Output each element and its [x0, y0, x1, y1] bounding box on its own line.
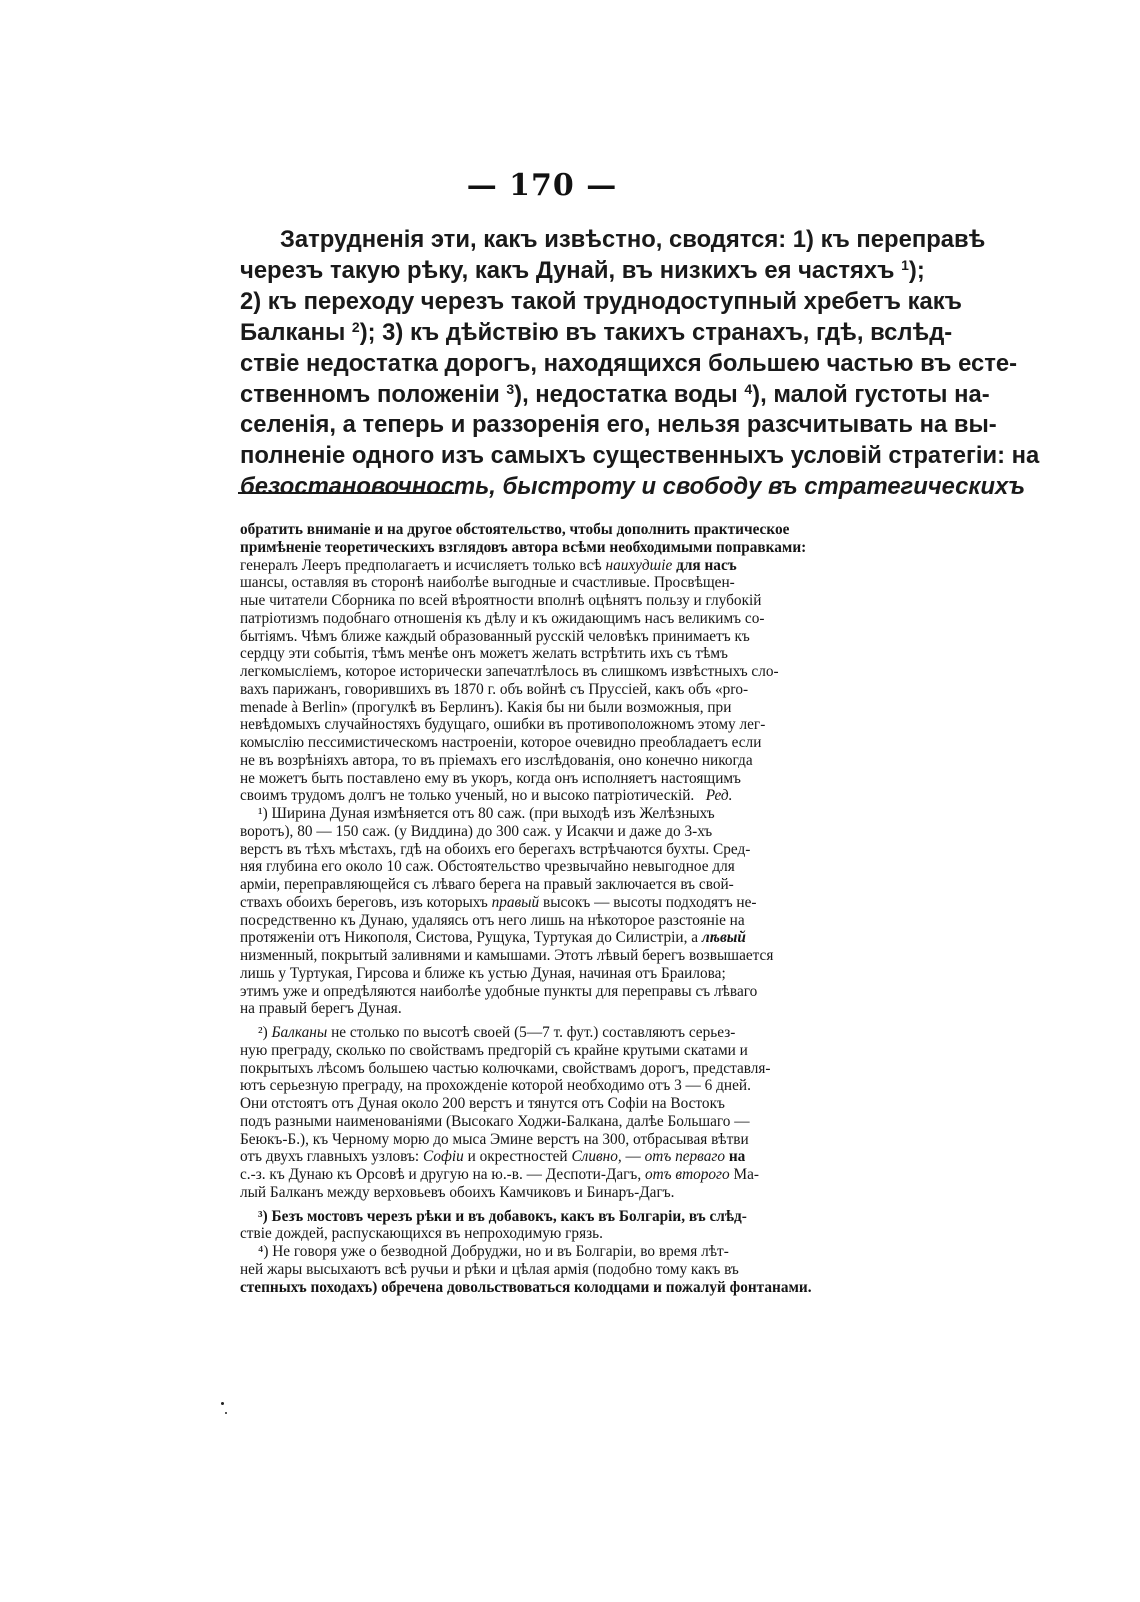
note-text: правый — [491, 893, 540, 911]
main-paragraph — [240, 225, 1040, 503]
note-line: Они отстоятъ отъ Дуная около 200 верстъ и тянутся отъ Софіи на Востокъ — [240, 1095, 725, 1112]
editor-signature: Ред. — [705, 787, 733, 805]
main-line — [240, 256, 925, 287]
main-line — [240, 380, 990, 411]
main-line-text: Затрудненія эти, какъ извѣстно, сводятся: 1) къ переправѣ — [280, 226, 986, 253]
main-line — [240, 472, 1026, 503]
main-line-text: полненіе одного изъ самыхъ существенныхъ условій стратегіи: на — [240, 442, 1040, 470]
note-text: — — [625, 1148, 641, 1166]
note-line: этимъ уже и опредѣляются наиболѣе удобные пункты для переправы съ лѣваго — [240, 982, 758, 1000]
note-line: не въ возрѣніяхъ автора, то въ пріемахъ его изслѣдованія, оно конечно никогда — [240, 751, 753, 769]
footnote-ref: 3 — [506, 380, 515, 397]
note-text: на — [728, 1148, 746, 1166]
note-line: menade à Berlin» (прогулкѣ въ Берлинъ). Какія бы ни были возможныя, при — [240, 698, 732, 716]
note-line: ⁴) Не говоря уже о безводной Добруджи, но и въ Болгаріи, во время лѣт- — [258, 1243, 729, 1260]
note-line — [240, 894, 905, 912]
note-line: шансы, оставляя въ сторонѣ наиболѣе выгодные и счастливые. Просвѣщен- — [240, 574, 735, 592]
note-line: сердцу эти событія, тѣмъ менѣе онъ можетъ желать встрѣтить ихъ съ тѣмъ — [240, 645, 728, 663]
note-line: ную преграду, сколько по свойствамъ предгорій съ крайне крутыми скатами и — [240, 1041, 748, 1059]
note-line: покрытыхъ лѣсомъ большею частью колючками, свойствамъ дорогъ, представля- — [240, 1059, 771, 1077]
note-line: верстъ въ тѣхъ мѣстахъ, гдѣ на обоихъ его берегахъ встрѣчаются бухты. Сред- — [240, 840, 751, 858]
main-line-text: ствіе недостатка дорогъ, находящихся большею частью въ есте- — [240, 349, 1018, 377]
footnote-4 — [240, 1243, 905, 1296]
footnote-ref: 2 — [351, 318, 360, 335]
main-line-text: селенія, а теперь и раззоренія его, нельзя разсчитывать на вы- — [240, 411, 997, 439]
note-line: воротъ), 80 — 150 саж. (у Виддина) до 300 саж. у Исакчи и даже до 3-хъ — [240, 822, 713, 840]
note-line: ³) Безъ мостовъ черезъ рѣки и въ добавокъ, какъ въ Болгаріи, въ слѣд- — [258, 1207, 747, 1225]
note-text: Софіи — [423, 1148, 464, 1166]
main-line — [240, 287, 962, 318]
note-line — [240, 929, 905, 947]
page-number: — 170 — — [466, 168, 618, 203]
footnote-2 — [240, 1024, 905, 1202]
main-line-text: ); — [908, 256, 925, 284]
note-text: генералъ Лееръ предполагаетъ и исчисляетъ только всѣ — [240, 556, 602, 574]
note-line: подъ разными наименованіями (Высокаго Ходжи-Балкана, далѣе Большаго — — [240, 1112, 750, 1130]
note-line: вахъ парижанъ, говорившихъ въ 1870 г. объ войнѣ съ Пруссіей, какъ объ «pro- — [240, 680, 749, 698]
note-text: отъ двухъ главныхъ узловъ: — [240, 1148, 420, 1166]
main-line-text: 2) къ переходу черезъ такой труднодоступный хребетъ какъ — [240, 287, 962, 315]
note-text: высокъ — высоты подходятъ не- — [543, 893, 757, 911]
note-text: с.-з. къ Дунаю къ Орсовѣ и другую на ю.-в. — Деспоти-Дагъ, — [240, 1166, 642, 1183]
note-text: протяженіи отъ Никополя, Систова, Рущука, Туртукая до Силистріи, а — [240, 929, 699, 947]
main-line-text: черезъ такую рѣку, какъ Дунай, въ низкихъ ея частяхъ — [240, 256, 895, 284]
note-line: бытіямъ. Чѣмъ ближе каждый образованный русскій человѣкъ принимаетъ къ — [240, 627, 750, 645]
note-line: степныхъ походахъ) обречена довольствоваться колодцами и пожалуй фонтанами. — [240, 1278, 812, 1296]
main-line — [240, 410, 997, 441]
note-text: Балканы — [271, 1024, 328, 1041]
editor-note — [240, 521, 905, 805]
note-line: арміи, переправляющейся съ лѣваго берега на правый заключается въ свой- — [240, 876, 734, 893]
note-line: невѣдомыхъ случайностяхъ будущаго, ошибки въ противоположномъ этому лег- — [240, 716, 766, 734]
note-line: обратить вниманіе и на другое обстоятельство, чтобы дополнить практическое — [240, 521, 790, 538]
note-line: примѣненіе теоретическихъ взглядовъ автора всѣми необходимыми поправками: — [240, 538, 807, 556]
note-text: Ма- — [733, 1166, 760, 1183]
note-text: Сливно, — [571, 1148, 622, 1166]
note-text: отъ перваго — [644, 1148, 725, 1166]
main-line-text: Балканы — [240, 318, 346, 346]
footnote-1 — [240, 805, 905, 1018]
note-text: наихудшіе — [605, 556, 673, 574]
note-line: ней жары высыхаютъ всѣ ручьи и рѣки и цѣлая армія (подобно тому какъ въ — [240, 1260, 739, 1278]
note-line: патріотизмъ подобнаго отношенія къ дѣлу и къ ожидающимъ насъ великимъ со- — [240, 609, 765, 627]
note-line: на правый берегъ Дуная. — [240, 1000, 402, 1018]
note-text: и окрестностей — [467, 1148, 568, 1166]
note-line: ¹) Ширина Дуная измѣняется отъ 80 саж. (при выходѣ изъ Желѣзныхъ — [258, 805, 715, 822]
note-line: Беюкъ-Б.), къ Черному морю до мыса Эмине верстъ на 300, отбрасывая вѣтви — [240, 1130, 749, 1148]
footnote-divider — [238, 492, 454, 494]
note-line — [240, 787, 905, 805]
footnote-ref: 4 — [744, 380, 753, 397]
note-line — [240, 1166, 905, 1184]
note-text: своимъ трудомъ долгъ не только ученый, но и высоко патріотическій. — [240, 787, 695, 805]
note-line — [240, 1148, 905, 1166]
note-line — [240, 557, 905, 575]
note-line: легкомысліемъ, которое исторически запечатлѣлось въ слишкомъ извѣстныхъ сло- — [240, 663, 779, 680]
note-text: не столько по высотѣ своей (5—7 т. фут.) составляютъ серьез- — [331, 1024, 736, 1041]
note-line: комыслію пессимистическомъ настроеніи, которое очевидно преобладаетъ если — [240, 734, 762, 751]
note-line: не можетъ быть поставлено ему въ укоръ, когда онъ исполняетъ настоящимъ — [240, 769, 741, 787]
main-line-text: ), недостатка воды — [514, 380, 738, 408]
note-text: для насъ — [676, 556, 737, 574]
note-text: ствахъ обоихъ береговъ, изъ которыхъ — [240, 893, 488, 911]
main-line-text: ), малой густоты на- — [752, 380, 990, 408]
note-text: лѣвый — [701, 929, 746, 947]
main-line — [240, 349, 1018, 380]
main-line — [240, 225, 986, 256]
main-line — [240, 441, 1040, 472]
main-line-text: ); 3) къ дѣйствію въ такихъ странахъ, гдѣ, вслѣд- — [359, 318, 953, 346]
main-line-text: безостановочность, быстроту и свободу въ стратегическихъ — [240, 473, 1026, 501]
note-line: ствіе дождей, распускающихся въ непроходимую грязь. — [240, 1225, 603, 1243]
scan-speck — [221, 1402, 224, 1405]
note-line: посредственно къ Дунаю, удаляясь отъ него лишь на нѣкоторое разстояніе на — [240, 911, 745, 929]
note-line: низменный, покрытый заливнями и камышами. Этотъ лѣвый берегъ возвышается — [240, 947, 774, 964]
note-line: ютъ серьезную преграду, на прохожденіе которой необходимо отъ 3 — 6 дней. — [240, 1077, 751, 1095]
note-line: няя глубина его около 10 саж. Обстоятельство чрезвычайно невыгодное для — [240, 858, 735, 876]
main-line-text: ственномъ положеніи — [240, 380, 500, 408]
main-line — [240, 318, 953, 349]
footnote-ref: 1 — [901, 256, 909, 273]
note-text: ²) — [258, 1024, 268, 1041]
footnote-3 — [240, 1208, 905, 1244]
footnotes — [240, 521, 905, 1296]
note-line: лишь у Туртукая, Гирсова и ближе къ устью Дуная, начиная отъ Браилова; — [240, 964, 726, 982]
note-text: отъ второго — [644, 1166, 730, 1183]
note-line: лый Балканъ между верховьевъ обоихъ Камчиковъ и Бинаръ-Дагъ. — [240, 1183, 675, 1201]
note-line — [240, 1024, 905, 1042]
scan-speck — [225, 1412, 227, 1414]
note-line: ные читатели Сборника по всей вѣроятности вполнѣ оцѣнятъ пользу и глубокій — [240, 592, 762, 609]
